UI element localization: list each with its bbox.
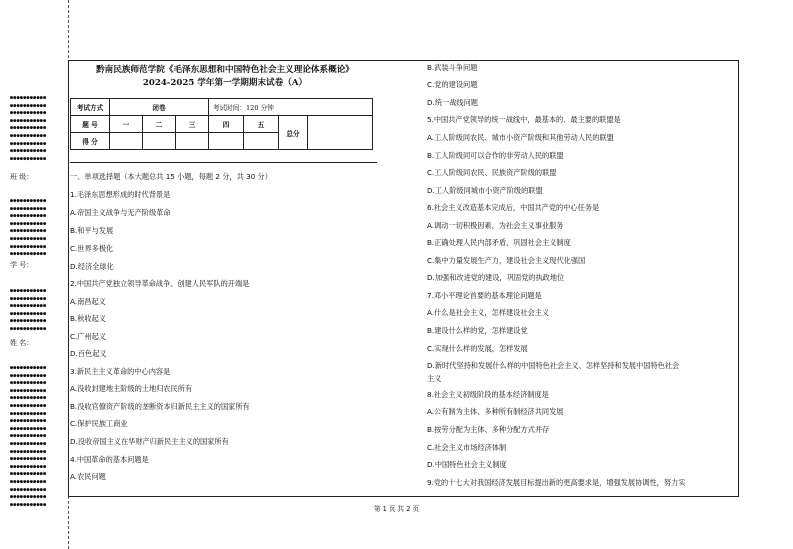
question-line: 4.中国革命的基本问题是 [70, 455, 149, 464]
question-line: D.工人阶级同城市小资产阶级的联盟 [427, 186, 543, 195]
question-line: A.没收封建地主阶级的土地归农民所有 [70, 384, 193, 393]
question-line: B.正确处理人民内部矛盾，巩固社会主义制度 [427, 238, 571, 247]
score-cell [110, 133, 143, 150]
question-line: A.南昌起义 [70, 297, 106, 306]
question-line: D.没收帝国主义在华财产归新民主主义的国家所有 [70, 437, 229, 446]
question-line: 8.社会主义初级阶段的基本经济制度是 [427, 390, 549, 399]
question-line: B.按劳分配为主体、多种分配方式并存 [427, 425, 550, 434]
question-line: A.工人阶级同农民、城市小资产阶级和其他劳动人民的联盟 [427, 133, 614, 142]
name-label: 姓 名： [10, 339, 34, 347]
question-line: B.和平与发展 [70, 226, 114, 235]
binding-dots: ●●●●●●●●●●● ●●●●●●●●●●● ●●●●●●●●●●● ●●●●●●●●●●● ●●●●●●●●●●● ●●●●●●●●●●● ●●●●●●●●●●● ●●●●●●●●●●● [10, 198, 47, 258]
score-cell [176, 133, 209, 150]
question-line: A.帝国主义战争与无产阶级革命 [70, 208, 171, 217]
question-line: C.世界多极化 [70, 244, 114, 253]
question-line: 主义 [427, 374, 442, 383]
question-line: C.广州起义 [70, 332, 107, 341]
score-cell [209, 133, 244, 150]
exam-time: 考试时间：120 分钟 [209, 99, 373, 116]
col-3: 三 [176, 116, 209, 133]
question-line: 2.中国共产党独立领导革命战争、创建人民军队的开端是 [70, 279, 250, 288]
exam-title: 黔南民族师范学院《毛泽东思想和中国特色社会主义理论体系概论》 [96, 65, 354, 75]
question-line: B.建设什么样的党，怎样建设党 [427, 326, 528, 335]
class-label: 班 级： [10, 173, 34, 181]
question-line: C.保护民族工商业 [70, 419, 128, 428]
total-label: 总分 [279, 116, 308, 150]
exam-subtitle: 2024-2025 学年第一学期期末试卷（A） [142, 78, 308, 88]
question-line: B.没收官僚资产阶级的垄断资本归新民主主义的国家所有 [70, 402, 250, 411]
question-line: D.统一战线问题 [427, 98, 478, 107]
col-2: 二 [143, 116, 176, 133]
score-cell [143, 133, 176, 150]
section-divider [70, 162, 377, 163]
col-5: 五 [244, 116, 279, 133]
exam-form-value: 闭卷 [110, 99, 209, 116]
question-line: 3.新民主主义革命的中心内容是 [70, 367, 171, 376]
section-heading: 一、单项选择题（本大题总共 15 小题，每题 2 分，共 30 分） [70, 172, 272, 181]
question-line: D.新时代坚持和发展什么样的中国特色社会主义、怎样坚持和发展中国特色社会 [427, 361, 680, 370]
score-table [70, 98, 373, 150]
question-line: D.经济全球化 [70, 262, 114, 271]
score-row-label: 得 分 [71, 133, 110, 150]
question-line: A.公有制为主体、多种所有制经济共同发展 [427, 407, 564, 416]
question-line: 5.中国共产党领导的统一战线中，最基本的、最主要的联盟是 [427, 115, 621, 124]
question-line: B.武装斗争问题 [427, 63, 478, 72]
exam-form-label: 考试方式 [71, 99, 110, 116]
question-line: 7.邓小平理论首要的基本理论问题是 [427, 291, 542, 300]
question-line: C.实现什么样的发展，怎样发展 [427, 344, 528, 353]
question-line: D.百色起义 [70, 349, 107, 358]
col-1: 一 [110, 116, 143, 133]
question-line: 6.社会主义改造基本完成后，中国共产党的中心任务是 [427, 203, 600, 212]
question-line: A.农民问题 [70, 472, 106, 481]
question-line: A.什么是社会主义，怎样建设社会主义 [427, 308, 550, 317]
binding-dots: ●●●●●●●●●●● ●●●●●●●●●●● ●●●●●●●●●●● ●●●●●●●●●●● ●●●●●●●●●●● ●●●●●●●●●●● ●●●●●●●●●●● ●●●●●●●●●●● ●●●●●●●●●●● [10, 95, 47, 162]
question-line: B.工人阶级同可以合作的非劳动人民的联盟 [427, 151, 564, 160]
question-line: C.社会主义市场经济体制 [427, 443, 507, 452]
question-line: C.工人阶级同农民、民族资产阶级的联盟 [427, 168, 557, 177]
question-line: C.党的建设问题 [427, 80, 478, 89]
col-4: 四 [209, 116, 244, 133]
question-line: 1.毛泽东思想形成的时代背景是 [70, 190, 171, 199]
student-id-label: 学 号： [10, 261, 34, 269]
question-line: 9.党的十七大对我国经济发展目标提出新的更高要求是，增强发展协调性，努力实 [427, 478, 686, 487]
question-line: C.集中力量发展生产力，建设社会主义现代化强国 [427, 256, 586, 265]
score-cell [244, 133, 279, 150]
page-number: 第 1 页 共 2 页 [373, 505, 420, 513]
question-number-label: 题 号 [71, 116, 110, 133]
question-line: B.秋收起义 [70, 314, 106, 323]
total-cell [308, 116, 373, 150]
binding-dots: ●●●●●●●●●●● ●●●●●●●●●●● ●●●●●●●●●●● ●●●●●●●●●●● ●●●●●●●●●●● ●●●●●●●●●●● ●●●●●●●●●●● ●●●●●●●●●●● ●●●●●●●●●●● ●●●●●●●●●●● ●●●●●●●●●●● ●●●●●●●●●●● ●●●●●●●●●●● ●●●●●●●●●●● ●●●●●●●●●●● ●●●●●●●●●●● ●●●●●●●●●●● ●●●●●●●●●●● ●●●●●●●●●●● [10, 365, 47, 508]
binding-dots: ●●●●●●●●●●● ●●●●●●●●●●● ●●●●●●●●●●● ●●●●●●●●●●● ●●●●●●●●●●● ●●●●●●●●●●● [10, 288, 47, 332]
question-line: D.中国特色社会主义制度 [427, 460, 507, 469]
question-line: A.调动一切积极因素，为社会主义事业服务 [427, 221, 564, 230]
question-line: D.加强和改进党的建设，巩固党的执政地位 [427, 273, 565, 282]
